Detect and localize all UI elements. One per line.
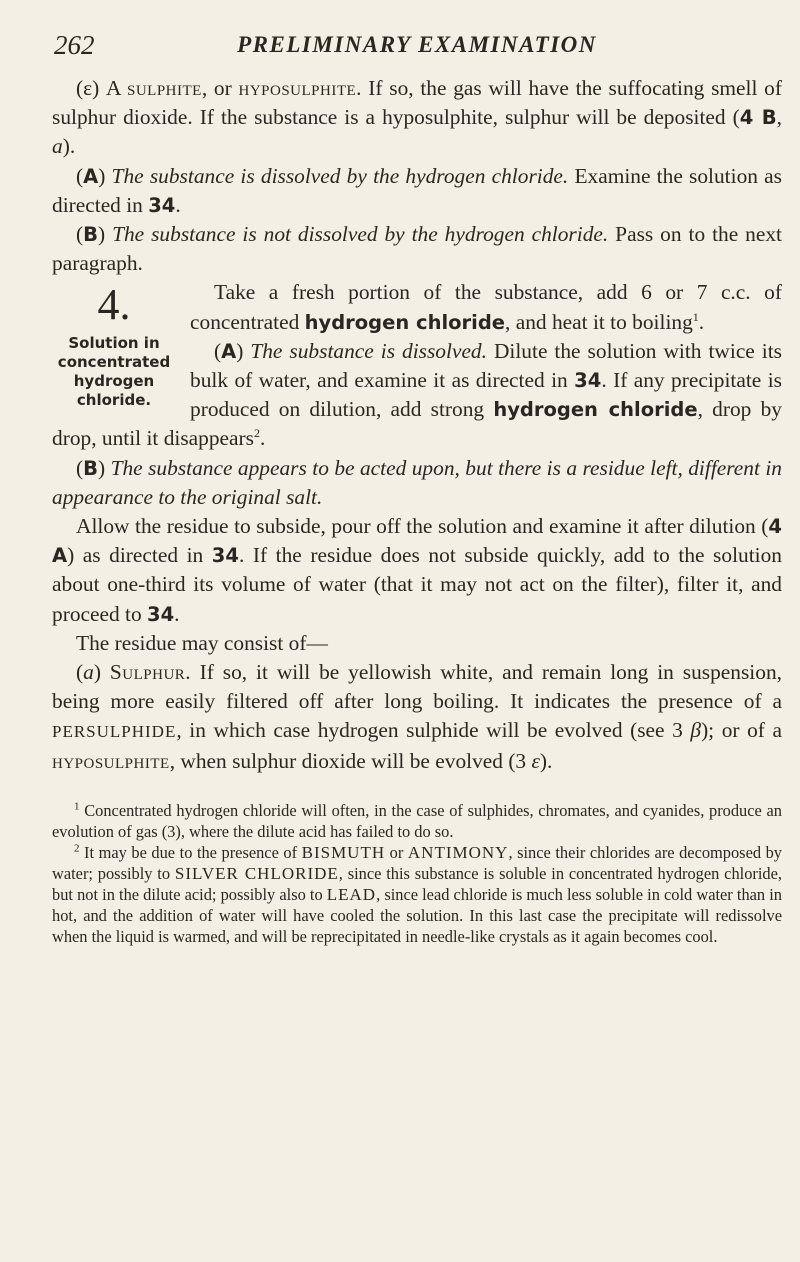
footnote: $^2$ It may be due to the presence of BISMUTH or ANTIMONY, since their chlorides are decomposed by water; possibly to SILVER CHLORIDE, since this substance is soluble in concentrated hydrogen chloride, but not in the dilute acid; possibly also to LEAD, since lead chloride is much less soluble in cold water than in hot, and the addition of water will have cooled the solution. In this last case the precipitate will redissolve when the liquid is warmed, and will be reprecipitated in needle-like crystals as it again becomes cool. (52, 842, 782, 946)
page-header (52, 30, 782, 74)
footnote: $^1$ Concentrated hydrogen chloride will often, in the case of sulphides, chromates, and cyanides, produce an evolution of gas (3), where the dilute acid has failed to do so. (52, 800, 782, 841)
page-number: 262 (54, 30, 95, 60)
paragraph: (ε) A sulphite, or hyposulphite. If so, the gas will have the suffocating smell of sulphur dioxide. If the substance is a hyposulphite, sulphur will be deposited (4 B, a). (52, 76, 782, 159)
sidenote-line: hydrogen (73, 372, 155, 391)
paragraph: Take a fresh portion of the substance, add 6 or 7 c.c. of concentrated hydrogen chloride, and heat it to boiling$^1$. (190, 280, 782, 334)
paragraph: The residue may consist of— (76, 630, 328, 655)
sidenote-line: concentrated (57, 353, 171, 372)
paragraph: (A) The substance is dissolved by the hydrogen chloride. Examine the solution as directed in 34. (52, 163, 782, 217)
paragraph: Allow the residue to subside, pour off the solution and examine it after dilution (4 A) as directed in 34. If the residue does not subside quickly, add to the solution about one-third its volume of water (that it may not act on the filter), filter it, and proceed to 34. (52, 514, 782, 626)
paragraph: (B) The substance appears to be acted upon, but there is a residue left, different in appearance to the original salt. (52, 455, 782, 509)
paragraph: (a) Sulphur. If so, it will be yellowish white, and remain long in suspension, being more easily filtered off after long boiling. It indicates the presence of a PERSULPHIDE, in which case hydrogen sulphide will be evolved (see 3 β); or of a hyposulphite, when sulphur dioxide will be evolved (3 ε). (52, 660, 782, 773)
sidenote-line: chloride. (76, 391, 152, 410)
paragraph: (B) The substance is not dissolved by the hydrogen chloride. Pass on to the next paragraph. (52, 222, 782, 276)
paragraph: (A) The substance is dissolved. Dilute the solution with twice its bulk of water, and examine it as directed in 34. If any precipitate is produced on dilution, add strong hydrogen chloride, drop by drop, until it disappears$^2$. (52, 338, 782, 451)
body-text (52, 74, 782, 776)
footnote-mark: 2 (74, 842, 80, 855)
sidenote-line: Solution in (68, 334, 160, 353)
footnotes (52, 800, 782, 947)
sidenote (48, 282, 180, 410)
running-head: PRELIMINARY EXAMINATION (237, 32, 597, 57)
page (52, 30, 782, 947)
footnote-mark: 1 (74, 800, 80, 813)
section-number: 4. (97, 280, 131, 330)
